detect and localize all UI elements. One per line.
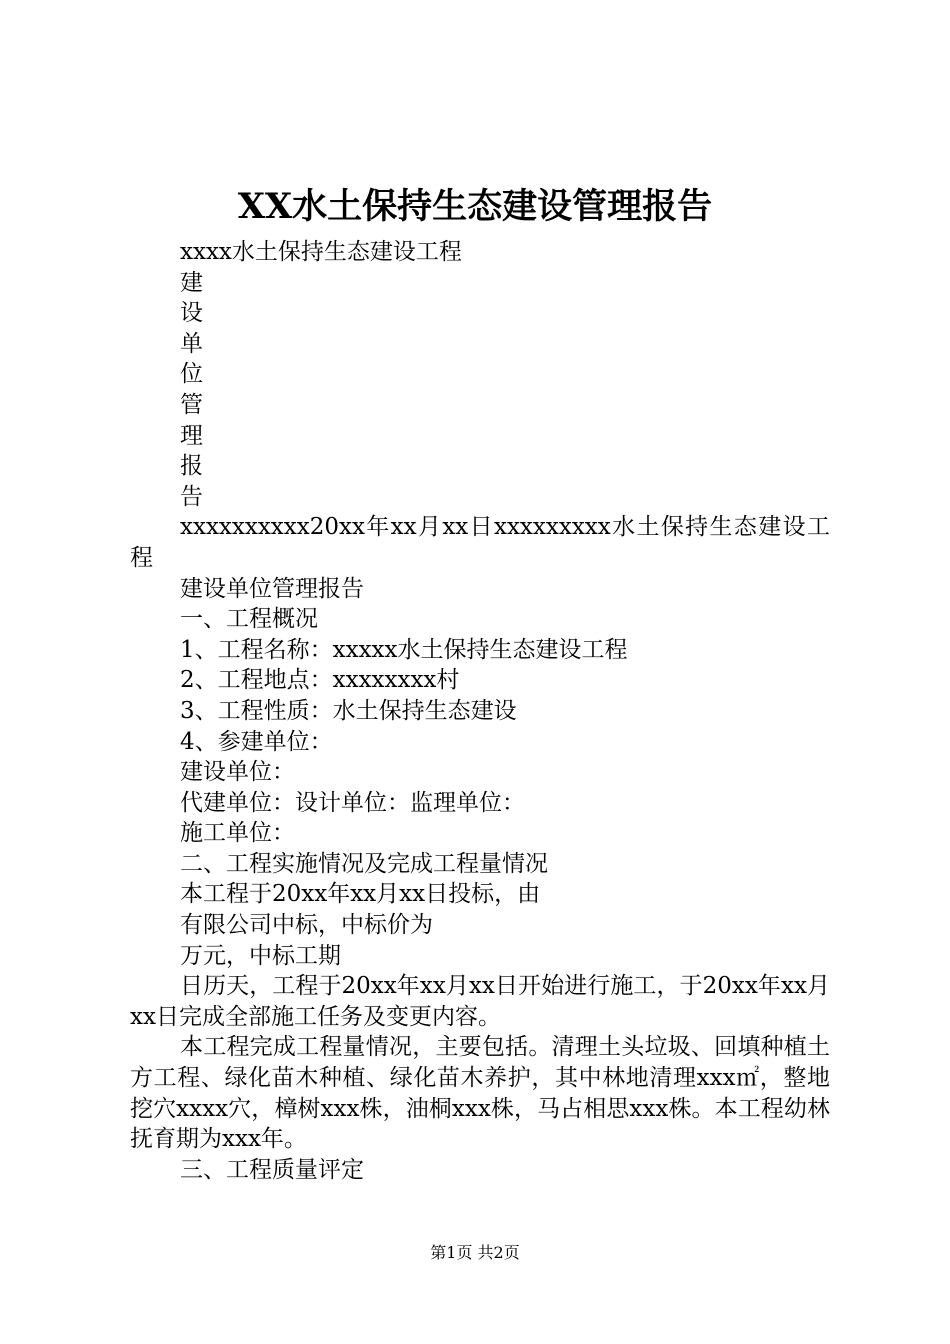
document-title: XX水土保持生态建设管理报告 [237,186,713,227]
vertical-char: 管 [180,391,203,418]
date-project-paragraph: xxxxxxxxxx20xx年xx月xx日xxxxxxxxx水土保持生态建设工程 [130,514,830,571]
vertical-char: 建 [180,269,203,296]
list-item: 1、工程名称：xxxxx水土保持生态建设工程 [180,636,628,663]
page-footer: 第1页 共2页 [430,1243,520,1262]
vertical-char: 告 [180,483,203,510]
section-heading: 一、工程概况 [180,606,318,633]
vertical-char: 单 [180,330,203,357]
work-quantity-paragraph: 本工程完成工程量情况，主要包括。清理土头垃圾、回填种植土方工程、绿化苗木种植、绿化苗木养护，其中林地清理xxx㎡，整地挖穴xxxx穴，樟树xxx株，油桐xxx株，马占相思xxx株。本工程幼林抚育期为xxx年。 [130,1034,830,1153]
list-item: 2、工程地点：xxxxxxxx村 [180,667,460,694]
construction-schedule-paragraph: 日历天，工程于20xx年xx月xx日开始进行施工，于20xx年xx月xx日完成全部施工任务及变更内容。 [130,973,830,1030]
text-line: 本工程于20xx年xx月xx日投标，由 [180,881,541,908]
text-line: 万元，中标工期 [180,942,341,969]
project-name-line: xxxx水土保持生态建设工程 [180,239,462,265]
list-item: 4、参建单位： [180,728,333,755]
list-item: 3、工程性质：水土保持生态建设 [180,697,517,724]
text-line: 代建单位：设计单位：监理单位： [180,789,525,816]
vertical-char: 设 [180,300,203,327]
text-line: 施工单位： [180,820,295,847]
text-line: 有限公司中标，中标价为 [180,912,433,939]
text-line: 建设单位： [180,759,295,786]
vertical-char: 报 [180,453,203,480]
vertical-char: 理 [180,422,203,449]
vertical-char: 位 [180,361,203,388]
section-heading: 三、工程质量评定 [180,1156,364,1183]
document-body [130,237,830,1185]
section-heading: 二、工程实施情况及完成工程量情况 [180,850,548,877]
report-subtitle: 建设单位管理报告 [180,575,364,602]
